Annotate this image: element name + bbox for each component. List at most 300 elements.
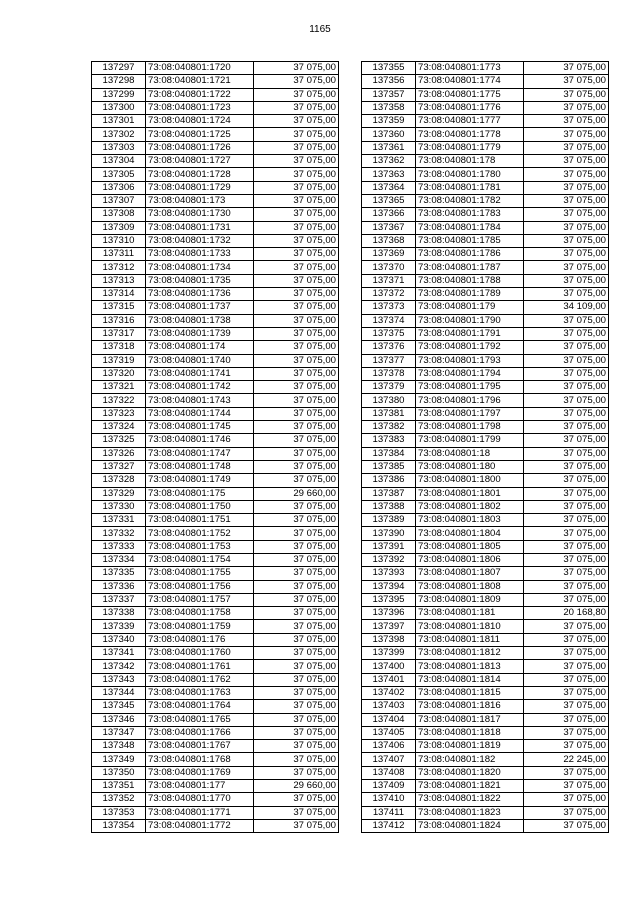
amount-cell: 37 075,00	[524, 261, 609, 274]
cadastral-number-cell: 73:08:040801:1803	[416, 514, 524, 527]
cadastral-number-cell: 73:08:040801:1751	[146, 514, 254, 527]
table-row	[92, 221, 339, 234]
cadastral-number-cell: 73:08:040801:1738	[146, 314, 254, 327]
cadastral-number-cell: 73:08:040801:1805	[416, 540, 524, 553]
row-id-cell: 137316	[92, 314, 146, 327]
amount-cell: 37 075,00	[524, 155, 609, 168]
table-row	[92, 128, 339, 141]
table-row	[92, 301, 339, 314]
row-id-cell: 137384	[362, 447, 416, 460]
amount-cell: 37 075,00	[524, 288, 609, 301]
table-row	[92, 527, 339, 540]
table-row	[92, 700, 339, 713]
amount-cell: 37 075,00	[524, 434, 609, 447]
table-row	[362, 301, 609, 314]
table-row	[362, 647, 609, 660]
cadastral-number-cell: 73:08:040801:1727	[146, 155, 254, 168]
table-row	[92, 514, 339, 527]
table-row	[92, 567, 339, 580]
row-id-cell: 137345	[92, 700, 146, 713]
table-row	[362, 580, 609, 593]
amount-cell: 37 075,00	[524, 553, 609, 566]
row-id-cell: 137343	[92, 673, 146, 686]
row-id-cell: 137362	[362, 155, 416, 168]
cadastral-number-cell: 73:08:040801:1818	[416, 726, 524, 739]
table-row	[92, 421, 339, 434]
row-id-cell: 137349	[92, 753, 146, 766]
cadastral-number-cell: 73:08:040801:1747	[146, 447, 254, 460]
cadastral-number-cell: 73:08:040801:1768	[146, 753, 254, 766]
table-row	[362, 740, 609, 753]
amount-cell: 29 660,00	[254, 487, 339, 500]
row-id-cell: 137390	[362, 527, 416, 540]
cadastral-number-cell: 73:08:040801:1722	[146, 88, 254, 101]
table-row	[92, 274, 339, 287]
row-id-cell: 137338	[92, 607, 146, 620]
table-row	[362, 753, 609, 766]
cadastral-number-cell: 73:08:040801:1739	[146, 327, 254, 340]
table-row	[92, 115, 339, 128]
row-id-cell: 137312	[92, 261, 146, 274]
row-id-cell: 137385	[362, 460, 416, 473]
cadastral-number-cell: 73:08:040801:1814	[416, 673, 524, 686]
amount-cell: 37 075,00	[254, 181, 339, 194]
cadastral-number-cell: 73:08:040801:1731	[146, 221, 254, 234]
cadastral-number-cell: 73:08:040801:1809	[416, 593, 524, 606]
table-row	[92, 194, 339, 207]
amount-cell: 37 075,00	[524, 527, 609, 540]
amount-cell: 37 075,00	[524, 447, 609, 460]
amount-cell: 37 075,00	[524, 793, 609, 806]
right-data-table	[361, 61, 609, 833]
cadastral-number-cell: 73:08:040801:180	[416, 460, 524, 473]
row-id-cell: 137342	[92, 660, 146, 673]
cadastral-number-cell: 73:08:040801:1823	[416, 806, 524, 819]
amount-cell: 37 075,00	[524, 314, 609, 327]
amount-cell: 37 075,00	[254, 593, 339, 606]
table-row	[362, 633, 609, 646]
row-id-cell: 137359	[362, 115, 416, 128]
cadastral-number-cell: 73:08:040801:1806	[416, 553, 524, 566]
amount-cell: 37 075,00	[254, 128, 339, 141]
row-id-cell: 137364	[362, 181, 416, 194]
table-row	[92, 553, 339, 566]
amount-cell: 37 075,00	[524, 208, 609, 221]
amount-cell: 37 075,00	[254, 248, 339, 261]
amount-cell: 29 660,00	[254, 780, 339, 793]
row-id-cell: 137347	[92, 726, 146, 739]
cadastral-number-cell: 73:08:040801:1820	[416, 766, 524, 779]
cadastral-number-cell: 73:08:040801:1741	[146, 367, 254, 380]
row-id-cell: 137341	[92, 647, 146, 660]
table-row	[92, 726, 339, 739]
cadastral-number-cell: 73:08:040801:1777	[416, 115, 524, 128]
table-row	[92, 593, 339, 606]
cadastral-number-cell: 73:08:040801:1810	[416, 620, 524, 633]
cadastral-number-cell: 73:08:040801:1781	[416, 181, 524, 194]
amount-cell: 37 075,00	[524, 221, 609, 234]
amount-cell: 37 075,00	[524, 713, 609, 726]
amount-cell: 37 075,00	[254, 700, 339, 713]
table-row	[92, 261, 339, 274]
row-id-cell: 137400	[362, 660, 416, 673]
table-row	[362, 381, 609, 394]
cadastral-number-cell: 73:08:040801:1813	[416, 660, 524, 673]
table-row	[362, 327, 609, 340]
row-id-cell: 137320	[92, 367, 146, 380]
cadastral-number-cell: 73:08:040801:1764	[146, 700, 254, 713]
table-row	[92, 101, 339, 114]
row-id-cell: 137401	[362, 673, 416, 686]
table-row	[362, 553, 609, 566]
amount-cell: 37 075,00	[524, 115, 609, 128]
cadastral-number-cell: 73:08:040801:1745	[146, 421, 254, 434]
cadastral-number-cell: 73:08:040801:1773	[416, 62, 524, 75]
row-id-cell: 137355	[362, 62, 416, 75]
row-id-cell: 137325	[92, 434, 146, 447]
row-id-cell: 137378	[362, 367, 416, 380]
row-id-cell: 137377	[362, 354, 416, 367]
cadastral-number-cell: 73:08:040801:1772	[146, 819, 254, 832]
cadastral-number-cell: 73:08:040801:178	[416, 155, 524, 168]
cadastral-number-cell: 73:08:040801:1804	[416, 527, 524, 540]
amount-cell: 37 075,00	[524, 806, 609, 819]
cadastral-number-cell: 73:08:040801:1769	[146, 766, 254, 779]
amount-cell: 37 075,00	[524, 367, 609, 380]
cadastral-number-cell: 73:08:040801:1786	[416, 248, 524, 261]
amount-cell: 22 245,00	[524, 753, 609, 766]
table-row	[92, 208, 339, 221]
amount-cell: 37 075,00	[254, 314, 339, 327]
row-id-cell: 137337	[92, 593, 146, 606]
row-id-cell: 137387	[362, 487, 416, 500]
cadastral-number-cell: 73:08:040801:1766	[146, 726, 254, 739]
cadastral-number-cell: 73:08:040801:1720	[146, 62, 254, 75]
cadastral-number-cell: 73:08:040801:1729	[146, 181, 254, 194]
cadastral-number-cell: 73:08:040801:1753	[146, 540, 254, 553]
amount-cell: 37 075,00	[524, 168, 609, 181]
cadastral-number-cell: 73:08:040801:1797	[416, 407, 524, 420]
row-id-cell: 137346	[92, 713, 146, 726]
amount-cell: 37 075,00	[524, 354, 609, 367]
cadastral-number-cell: 73:08:040801:179	[416, 301, 524, 314]
amount-cell: 37 075,00	[524, 248, 609, 261]
cadastral-number-cell: 73:08:040801:1801	[416, 487, 524, 500]
table-row	[92, 753, 339, 766]
cadastral-number-cell: 73:08:040801:1819	[416, 740, 524, 753]
table-row	[92, 381, 339, 394]
row-id-cell: 137315	[92, 301, 146, 314]
table-row	[362, 75, 609, 88]
row-id-cell: 137323	[92, 407, 146, 420]
cadastral-number-cell: 73:08:040801:18	[416, 447, 524, 460]
table-row	[362, 194, 609, 207]
amount-cell: 37 075,00	[254, 620, 339, 633]
cadastral-number-cell: 73:08:040801:1788	[416, 274, 524, 287]
row-id-cell: 137397	[362, 620, 416, 633]
row-id-cell: 137302	[92, 128, 146, 141]
row-id-cell: 137392	[362, 553, 416, 566]
row-id-cell: 137371	[362, 274, 416, 287]
cadastral-number-cell: 73:08:040801:1796	[416, 394, 524, 407]
row-id-cell: 137299	[92, 88, 146, 101]
amount-cell: 37 075,00	[254, 381, 339, 394]
amount-cell: 37 075,00	[254, 647, 339, 660]
table-row	[92, 181, 339, 194]
row-id-cell: 137408	[362, 766, 416, 779]
amount-cell: 37 075,00	[254, 580, 339, 593]
cadastral-number-cell: 73:08:040801:1736	[146, 288, 254, 301]
amount-cell: 37 075,00	[524, 540, 609, 553]
amount-cell: 37 075,00	[524, 740, 609, 753]
table-row	[92, 780, 339, 793]
row-id-cell: 137348	[92, 740, 146, 753]
row-id-cell: 137373	[362, 301, 416, 314]
cadastral-number-cell: 73:08:040801:1755	[146, 567, 254, 580]
row-id-cell: 137403	[362, 700, 416, 713]
amount-cell: 37 075,00	[254, 740, 339, 753]
amount-cell: 37 075,00	[254, 447, 339, 460]
table-row	[362, 514, 609, 527]
cadastral-number-cell: 73:08:040801:1770	[146, 793, 254, 806]
table-row	[362, 274, 609, 287]
amount-cell: 37 075,00	[254, 434, 339, 447]
amount-cell: 37 075,00	[524, 460, 609, 473]
table-row	[362, 447, 609, 460]
cadastral-number-cell: 73:08:040801:1760	[146, 647, 254, 660]
table-row	[92, 327, 339, 340]
amount-cell: 37 075,00	[524, 660, 609, 673]
cadastral-number-cell: 73:08:040801:1778	[416, 128, 524, 141]
table-row	[92, 141, 339, 154]
table-row	[92, 740, 339, 753]
cadastral-number-cell: 73:08:040801:1742	[146, 381, 254, 394]
amount-cell: 37 075,00	[254, 726, 339, 739]
cadastral-number-cell: 73:08:040801:1749	[146, 474, 254, 487]
amount-cell: 37 075,00	[254, 367, 339, 380]
amount-cell: 37 075,00	[254, 421, 339, 434]
row-id-cell: 137367	[362, 221, 416, 234]
cadastral-number-cell: 73:08:040801:175	[146, 487, 254, 500]
cadastral-number-cell: 73:08:040801:1746	[146, 434, 254, 447]
row-id-cell: 137395	[362, 593, 416, 606]
row-id-cell: 137365	[362, 194, 416, 207]
amount-cell: 37 075,00	[254, 753, 339, 766]
row-id-cell: 137369	[362, 248, 416, 261]
cadastral-number-cell: 73:08:040801:1758	[146, 607, 254, 620]
table-row	[92, 354, 339, 367]
amount-cell: 37 075,00	[254, 327, 339, 340]
table-row	[362, 141, 609, 154]
row-id-cell: 137313	[92, 274, 146, 287]
amount-cell: 37 075,00	[254, 407, 339, 420]
table-row	[362, 460, 609, 473]
amount-cell: 37 075,00	[254, 354, 339, 367]
amount-cell: 37 075,00	[524, 620, 609, 633]
cadastral-number-cell: 73:08:040801:1763	[146, 686, 254, 699]
amount-cell: 37 075,00	[524, 766, 609, 779]
table-row	[92, 62, 339, 75]
amount-cell: 37 075,00	[524, 780, 609, 793]
amount-cell: 37 075,00	[524, 407, 609, 420]
cadastral-number-cell: 73:08:040801:1779	[416, 141, 524, 154]
row-id-cell: 137350	[92, 766, 146, 779]
cadastral-number-cell: 73:08:040801:181	[416, 607, 524, 620]
table-row	[362, 261, 609, 274]
amount-cell: 37 075,00	[254, 75, 339, 88]
row-id-cell: 137357	[362, 88, 416, 101]
cadastral-number-cell: 73:08:040801:1743	[146, 394, 254, 407]
table-row	[362, 474, 609, 487]
row-id-cell: 137314	[92, 288, 146, 301]
row-id-cell: 137389	[362, 514, 416, 527]
cadastral-number-cell: 73:08:040801:1822	[416, 793, 524, 806]
row-id-cell: 137326	[92, 447, 146, 460]
table-row	[362, 726, 609, 739]
row-id-cell: 137405	[362, 726, 416, 739]
cadastral-number-cell: 73:08:040801:1792	[416, 341, 524, 354]
cadastral-number-cell: 73:08:040801:174	[146, 341, 254, 354]
row-id-cell: 137306	[92, 181, 146, 194]
table-row	[92, 713, 339, 726]
amount-cell: 37 075,00	[524, 567, 609, 580]
table-row	[92, 168, 339, 181]
table-row	[362, 101, 609, 114]
cadastral-number-cell: 73:08:040801:1730	[146, 208, 254, 221]
table-row	[92, 806, 339, 819]
row-id-cell: 137360	[362, 128, 416, 141]
row-id-cell: 137391	[362, 540, 416, 553]
row-id-cell: 137398	[362, 633, 416, 646]
amount-cell: 37 075,00	[524, 181, 609, 194]
row-id-cell: 137388	[362, 500, 416, 513]
row-id-cell: 137372	[362, 288, 416, 301]
cadastral-number-cell: 73:08:040801:1748	[146, 460, 254, 473]
row-id-cell: 137303	[92, 141, 146, 154]
table-row	[92, 434, 339, 447]
row-id-cell: 137358	[362, 101, 416, 114]
row-id-cell: 137324	[92, 421, 146, 434]
amount-cell: 37 075,00	[254, 88, 339, 101]
table-row	[92, 766, 339, 779]
amount-cell: 37 075,00	[524, 394, 609, 407]
cadastral-number-cell: 73:08:040801:1761	[146, 660, 254, 673]
table-row	[362, 407, 609, 420]
cadastral-number-cell: 73:08:040801:1811	[416, 633, 524, 646]
row-id-cell: 137410	[362, 793, 416, 806]
amount-cell: 37 075,00	[524, 726, 609, 739]
row-id-cell: 137309	[92, 221, 146, 234]
cadastral-number-cell: 73:08:040801:1754	[146, 553, 254, 566]
cadastral-number-cell: 73:08:040801:1784	[416, 221, 524, 234]
cadastral-number-cell: 73:08:040801:182	[416, 753, 524, 766]
cadastral-number-cell: 73:08:040801:1821	[416, 780, 524, 793]
table-row	[362, 434, 609, 447]
amount-cell: 37 075,00	[524, 686, 609, 699]
table-row	[362, 234, 609, 247]
table-row	[362, 115, 609, 128]
row-id-cell: 137409	[362, 780, 416, 793]
cadastral-number-cell: 73:08:040801:1735	[146, 274, 254, 287]
table-row	[362, 341, 609, 354]
table-row	[362, 607, 609, 620]
row-id-cell: 137374	[362, 314, 416, 327]
right-table-body	[362, 62, 609, 833]
amount-cell: 37 075,00	[254, 567, 339, 580]
amount-cell: 37 075,00	[254, 793, 339, 806]
amount-cell: 37 075,00	[254, 194, 339, 207]
amount-cell: 37 075,00	[524, 500, 609, 513]
table-row	[92, 660, 339, 673]
table-row	[92, 686, 339, 699]
table-row	[92, 580, 339, 593]
table-row	[362, 540, 609, 553]
table-row	[362, 806, 609, 819]
amount-cell: 37 075,00	[254, 686, 339, 699]
cadastral-number-cell: 73:08:040801:1795	[416, 381, 524, 394]
row-id-cell: 137340	[92, 633, 146, 646]
cadastral-number-cell: 73:08:040801:1780	[416, 168, 524, 181]
amount-cell: 37 075,00	[254, 460, 339, 473]
row-id-cell: 137407	[362, 753, 416, 766]
row-id-cell: 137353	[92, 806, 146, 819]
row-id-cell: 137381	[362, 407, 416, 420]
cadastral-number-cell: 73:08:040801:1790	[416, 314, 524, 327]
row-id-cell: 137304	[92, 155, 146, 168]
row-id-cell: 137305	[92, 168, 146, 181]
amount-cell: 37 075,00	[524, 88, 609, 101]
row-id-cell: 137327	[92, 460, 146, 473]
row-id-cell: 137368	[362, 234, 416, 247]
table-row	[362, 62, 609, 75]
amount-cell: 37 075,00	[254, 101, 339, 114]
table-row	[362, 620, 609, 633]
row-id-cell: 137396	[362, 607, 416, 620]
table-row	[92, 540, 339, 553]
row-id-cell: 137344	[92, 686, 146, 699]
table-row	[362, 793, 609, 806]
row-id-cell: 137399	[362, 647, 416, 660]
page-number: 1165	[309, 24, 331, 35]
row-id-cell: 137375	[362, 327, 416, 340]
table-row	[92, 155, 339, 168]
amount-cell: 37 075,00	[524, 101, 609, 114]
row-id-cell: 137376	[362, 341, 416, 354]
row-id-cell: 137333	[92, 540, 146, 553]
row-id-cell: 137318	[92, 341, 146, 354]
row-id-cell: 137351	[92, 780, 146, 793]
amount-cell: 37 075,00	[254, 673, 339, 686]
row-id-cell: 137317	[92, 327, 146, 340]
table-row	[362, 713, 609, 726]
amount-cell: 37 075,00	[254, 115, 339, 128]
left-data-table	[91, 61, 339, 833]
cadastral-number-cell: 73:08:040801:1802	[416, 500, 524, 513]
cadastral-number-cell: 73:08:040801:1757	[146, 593, 254, 606]
cadastral-number-cell: 73:08:040801:1800	[416, 474, 524, 487]
row-id-cell: 137328	[92, 474, 146, 487]
amount-cell: 37 075,00	[524, 341, 609, 354]
amount-cell: 37 075,00	[524, 700, 609, 713]
amount-cell: 20 168,80	[524, 607, 609, 620]
amount-cell: 37 075,00	[254, 806, 339, 819]
cadastral-number-cell: 73:08:040801:1728	[146, 168, 254, 181]
cadastral-number-cell: 73:08:040801:1824	[416, 819, 524, 832]
row-id-cell: 137311	[92, 248, 146, 261]
table-row	[362, 367, 609, 380]
cadastral-number-cell: 73:08:040801:1721	[146, 75, 254, 88]
table-row	[362, 593, 609, 606]
